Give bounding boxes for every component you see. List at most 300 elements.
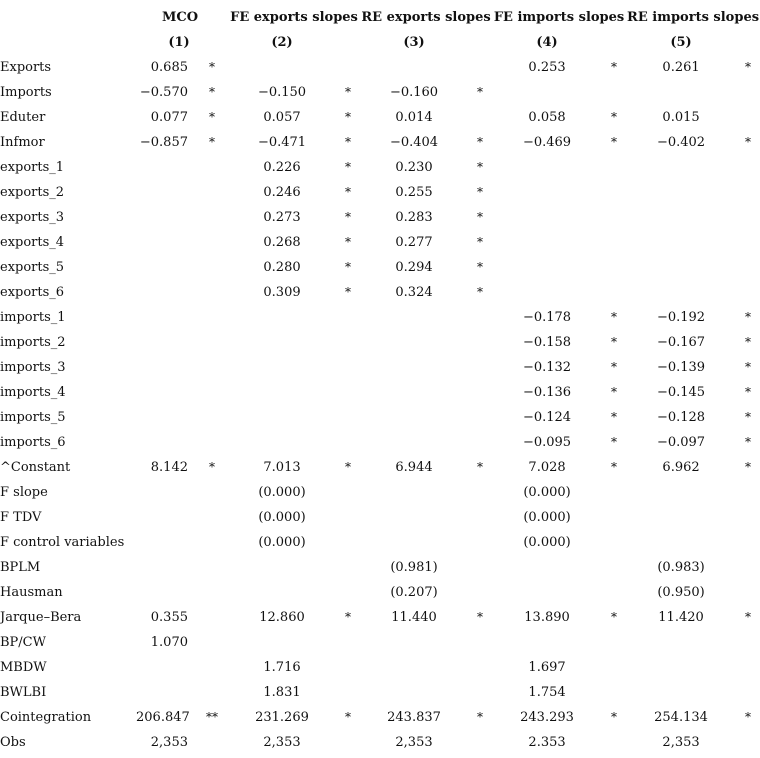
cell-value: 1.070 (150, 635, 188, 650)
cell-value: 0.283 (395, 210, 433, 225)
cell-value: 0.077 (150, 110, 188, 125)
cell-value (626, 255, 736, 280)
significance-mark (736, 730, 760, 755)
cell-value (626, 655, 736, 680)
cell-value (136, 430, 196, 455)
table-row (0, 505, 760, 530)
significance-mark (736, 105, 760, 130)
cell-value: (0.950) (657, 585, 705, 600)
cell-value (492, 255, 602, 280)
significance-mark: * (477, 710, 484, 724)
cell-value: −0.136 (522, 385, 572, 400)
significance-mark (196, 530, 228, 555)
cell-value: 1.831 (263, 685, 301, 700)
table-row (0, 680, 760, 705)
cell-value (136, 280, 196, 305)
col-title-4: FE imports slopes (493, 10, 625, 25)
row-label: exports_5 (0, 260, 65, 275)
cell-value (626, 530, 736, 555)
cell-value (360, 380, 468, 405)
header-corner-2 (0, 30, 136, 55)
significance-mark (468, 555, 492, 580)
row-label: Hausman (0, 585, 63, 600)
significance-mark: * (345, 460, 351, 474)
cell-value (360, 430, 468, 455)
cell-value: 1.697 (528, 660, 566, 675)
cell-value: 0.309 (263, 285, 301, 300)
significance-mark (602, 580, 626, 605)
cell-value (492, 280, 602, 305)
cell-value (136, 655, 196, 680)
significance-mark: * (611, 110, 618, 124)
significance-mark (468, 55, 492, 80)
significance-mark: * (745, 435, 752, 449)
significance-mark (336, 380, 360, 405)
cell-value (228, 305, 336, 330)
significance-mark: * (209, 110, 215, 124)
cell-value (492, 80, 602, 105)
significance-mark (602, 530, 626, 555)
cell-value (626, 230, 736, 255)
significance-mark (736, 255, 760, 280)
cell-value: 0.226 (263, 160, 301, 175)
cell-value: 0.294 (395, 260, 433, 275)
table-row (0, 80, 760, 105)
cell-value (136, 530, 196, 555)
row-label: BP/CW (0, 635, 46, 650)
significance-mark: * (345, 160, 351, 174)
cell-value: 0.014 (395, 110, 433, 125)
cell-value: (0.000) (258, 485, 306, 500)
significance-mark (336, 630, 360, 655)
cell-value (136, 180, 196, 205)
row-label: exports_1 (0, 160, 65, 175)
significance-mark (602, 555, 626, 580)
significance-mark: * (745, 360, 752, 374)
cell-value (626, 680, 736, 705)
cell-value: −0.402 (656, 135, 706, 150)
table-row (0, 130, 760, 155)
cell-value: 7.028 (528, 460, 566, 475)
cell-value: 254.134 (654, 710, 708, 725)
significance-mark (196, 355, 228, 380)
significance-mark: * (345, 85, 351, 99)
significance-mark (336, 680, 360, 705)
significance-mark (468, 305, 492, 330)
significance-mark (336, 405, 360, 430)
cell-value: −0.095 (522, 435, 572, 450)
cell-value: 8.142 (150, 460, 188, 475)
cell-value (360, 55, 468, 80)
significance-mark: * (209, 460, 215, 474)
cell-value (626, 505, 736, 530)
significance-mark (602, 230, 626, 255)
significance-mark (196, 380, 228, 405)
cell-value (360, 505, 468, 530)
cell-value (228, 580, 336, 605)
significance-mark (336, 555, 360, 580)
cell-value: 0.015 (662, 110, 700, 125)
significance-mark: * (611, 360, 618, 374)
significance-mark (602, 180, 626, 205)
cell-value (492, 555, 602, 580)
significance-mark: * (611, 710, 618, 724)
table-row (0, 655, 760, 680)
significance-mark (736, 530, 760, 555)
significance-mark (602, 280, 626, 305)
cell-value: (0.000) (258, 535, 306, 550)
cell-value: (0.000) (523, 535, 571, 550)
row-label: Infmor (0, 135, 45, 150)
row-label: Cointegration (0, 710, 92, 725)
significance-mark: * (611, 410, 618, 424)
cell-value: 2,353 (150, 735, 188, 750)
significance-mark (602, 630, 626, 655)
row-label: imports_2 (0, 335, 66, 350)
significance-mark (468, 680, 492, 705)
significance-mark (196, 555, 228, 580)
significance-mark (602, 680, 626, 705)
cell-value: −0.857 (139, 135, 188, 150)
cell-value: 0.277 (395, 235, 433, 250)
cell-value: −0.178 (522, 310, 572, 325)
table-row (0, 380, 760, 405)
significance-mark (736, 505, 760, 530)
significance-mark (602, 505, 626, 530)
cell-value: (0.000) (258, 510, 306, 525)
col-num-3: (3) (403, 35, 425, 50)
significance-mark (468, 105, 492, 130)
significance-mark (336, 480, 360, 505)
table-row (0, 105, 760, 130)
table-row (0, 155, 760, 180)
cell-value (626, 630, 736, 655)
significance-mark: * (745, 310, 752, 324)
cell-value: 0.280 (263, 260, 301, 275)
table-row (0, 605, 760, 630)
col-title-2: FE exports slopes (230, 10, 358, 25)
cell-value (136, 505, 196, 530)
table-row (0, 230, 760, 255)
significance-mark: * (345, 135, 351, 149)
significance-mark (736, 655, 760, 680)
significance-mark: * (611, 60, 618, 74)
significance-mark: * (745, 60, 752, 74)
cell-value (360, 330, 468, 355)
cell-value (626, 155, 736, 180)
cell-value (360, 630, 468, 655)
significance-mark: * (745, 710, 752, 724)
cell-value (136, 355, 196, 380)
significance-mark (196, 205, 228, 230)
col-num-4: (4) (536, 35, 558, 50)
cell-value (136, 155, 196, 180)
significance-mark (196, 230, 228, 255)
table-row (0, 180, 760, 205)
col-num-2: (2) (271, 35, 293, 50)
row-label: BWLBI (0, 685, 47, 700)
significance-mark (336, 530, 360, 555)
col-title-3: RE exports slopes (361, 10, 491, 25)
significance-mark (336, 580, 360, 605)
significance-mark: * (477, 260, 484, 274)
cell-value (492, 180, 602, 205)
significance-mark: * (745, 610, 752, 624)
significance-mark (602, 255, 626, 280)
significance-mark (196, 405, 228, 430)
significance-mark: * (209, 135, 215, 149)
significance-mark (336, 505, 360, 530)
cell-value (228, 430, 336, 455)
significance-mark (336, 730, 360, 755)
table-row (0, 455, 760, 480)
significance-mark: * (345, 110, 351, 124)
cell-value: (0.981) (390, 560, 438, 575)
significance-mark (196, 180, 228, 205)
significance-mark (196, 730, 228, 755)
table-row (0, 355, 760, 380)
cell-value (360, 480, 468, 505)
significance-mark (196, 430, 228, 455)
significance-mark: * (745, 410, 752, 424)
row-label: imports_5 (0, 410, 66, 425)
cell-value (626, 280, 736, 305)
cell-value: −0.145 (656, 385, 706, 400)
significance-mark: * (745, 385, 752, 399)
significance-mark (336, 55, 360, 80)
significance-mark: * (345, 235, 351, 249)
table-row (0, 280, 760, 305)
row-label: exports_2 (0, 185, 65, 200)
cell-value (360, 305, 468, 330)
significance-mark (196, 580, 228, 605)
table-row (0, 430, 760, 455)
significance-mark (196, 305, 228, 330)
cell-value (228, 55, 336, 80)
significance-mark (468, 405, 492, 430)
cell-value (228, 405, 336, 430)
significance-mark (468, 355, 492, 380)
cell-value: 0.246 (263, 185, 301, 200)
significance-mark (336, 430, 360, 455)
cell-value: 0.058 (528, 110, 566, 125)
row-label: Eduter (0, 110, 46, 125)
significance-mark: * (477, 210, 484, 224)
cell-value: −0.404 (389, 135, 439, 150)
row-label: ^Constant (0, 460, 71, 475)
significance-mark: * (611, 460, 618, 474)
cell-value: 7.013 (263, 460, 301, 475)
significance-mark: * (477, 160, 484, 174)
significance-mark: * (477, 460, 484, 474)
significance-mark (736, 480, 760, 505)
cell-value (136, 480, 196, 505)
cell-value (626, 480, 736, 505)
significance-mark: * (477, 610, 484, 624)
significance-mark: * (345, 185, 351, 199)
cell-value (136, 580, 196, 605)
cell-value (228, 355, 336, 380)
cell-value: 1.716 (263, 660, 301, 675)
cell-value (136, 230, 196, 255)
significance-mark (468, 630, 492, 655)
significance-mark: * (611, 610, 618, 624)
cell-value: 0.255 (395, 185, 433, 200)
significance-mark: * (611, 335, 618, 349)
significance-mark (468, 530, 492, 555)
cell-value: (0.207) (390, 585, 438, 600)
table-row (0, 205, 760, 230)
cell-value: −0.139 (656, 360, 706, 375)
cell-value: 13.890 (524, 610, 570, 625)
significance-mark: * (611, 310, 618, 324)
cell-value: (0.000) (523, 485, 571, 500)
cell-value: −0.132 (522, 360, 572, 375)
significance-mark (336, 305, 360, 330)
significance-mark: * (477, 285, 484, 299)
row-label: imports_3 (0, 360, 66, 375)
cell-value (626, 180, 736, 205)
cell-value: −0.150 (257, 85, 307, 100)
cell-value: 0.057 (263, 110, 301, 125)
cell-value: 0.230 (395, 160, 433, 175)
significance-mark (196, 605, 228, 630)
cell-value (136, 205, 196, 230)
significance-mark (736, 205, 760, 230)
cell-value: 11.440 (391, 610, 437, 625)
cell-value: −0.471 (257, 135, 307, 150)
significance-mark (602, 730, 626, 755)
significance-mark (468, 505, 492, 530)
significance-mark (736, 680, 760, 705)
significance-mark (196, 280, 228, 305)
significance-mark: * (345, 610, 351, 624)
table-row (0, 630, 760, 655)
significance-mark: ** (206, 710, 218, 724)
cell-value: 0.273 (263, 210, 301, 225)
significance-mark (196, 505, 228, 530)
cell-value: 0.355 (150, 610, 188, 625)
significance-mark (196, 480, 228, 505)
cell-value: 0.268 (263, 235, 301, 250)
significance-mark: * (477, 135, 484, 149)
cell-value (492, 205, 602, 230)
row-label: Exports (0, 60, 52, 75)
row-label: Obs (0, 735, 26, 750)
significance-mark (602, 155, 626, 180)
cell-value: 2.353 (528, 735, 566, 750)
table-row (0, 530, 760, 555)
significance-mark (468, 655, 492, 680)
cell-value (360, 530, 468, 555)
significance-mark: * (477, 85, 484, 99)
significance-mark (736, 180, 760, 205)
table-row (0, 705, 760, 730)
significance-mark: * (745, 135, 752, 149)
row-label: imports_6 (0, 435, 66, 450)
significance-mark: * (345, 210, 351, 224)
cell-value (626, 80, 736, 105)
table-row (0, 480, 760, 505)
significance-mark (736, 555, 760, 580)
col-title-1: MCO (162, 10, 199, 25)
row-label: MBDW (0, 660, 47, 675)
cell-value (136, 405, 196, 430)
significance-mark (602, 480, 626, 505)
cell-value: −0.469 (522, 135, 572, 150)
significance-mark: * (345, 260, 351, 274)
row-label: exports_3 (0, 210, 65, 225)
cell-value: −0.097 (656, 435, 706, 450)
cell-value: 243.837 (387, 710, 441, 725)
significance-mark (468, 430, 492, 455)
cell-value: 11.420 (658, 610, 704, 625)
significance-mark (336, 655, 360, 680)
row-label: BPLM (0, 560, 41, 575)
header-corner (0, 5, 136, 30)
row-label: imports_1 (0, 310, 66, 325)
cell-value: 243.293 (520, 710, 574, 725)
cell-value (136, 255, 196, 280)
cell-value (360, 680, 468, 705)
significance-mark (736, 155, 760, 180)
significance-mark (468, 480, 492, 505)
significance-mark (468, 730, 492, 755)
significance-mark (468, 330, 492, 355)
table-row (0, 55, 760, 80)
cell-value: −0.124 (522, 410, 572, 425)
cell-value (492, 630, 602, 655)
significance-mark (336, 355, 360, 380)
cell-value: 2,353 (395, 735, 433, 750)
significance-mark (468, 380, 492, 405)
significance-mark (602, 655, 626, 680)
cell-value (228, 555, 336, 580)
significance-mark: * (611, 385, 618, 399)
cell-value: 12.860 (259, 610, 305, 625)
significance-mark (336, 330, 360, 355)
cell-value: −0.160 (389, 85, 439, 100)
cell-value (136, 330, 196, 355)
significance-mark (736, 230, 760, 255)
significance-mark: * (209, 85, 215, 99)
cell-value (360, 655, 468, 680)
cell-value: 1.754 (528, 685, 566, 700)
cell-value: (0.000) (523, 510, 571, 525)
row-label: Jarque–Bera (0, 610, 82, 625)
table-row (0, 330, 760, 355)
significance-mark: * (611, 135, 618, 149)
table-body (0, 5, 760, 755)
cell-value: 0.324 (395, 285, 433, 300)
header-numbers-row (0, 30, 760, 55)
cell-value (228, 630, 336, 655)
cell-value: −0.192 (656, 310, 706, 325)
cell-value: 0.261 (662, 60, 700, 75)
cell-value (136, 555, 196, 580)
table-row (0, 730, 760, 755)
significance-mark: * (477, 185, 484, 199)
significance-mark (196, 680, 228, 705)
significance-mark (736, 630, 760, 655)
cell-value: 6.944 (395, 460, 433, 475)
row-label: imports_4 (0, 385, 66, 400)
cell-value (492, 580, 602, 605)
col-num-5: (5) (670, 35, 692, 50)
row-label: F slope (0, 485, 48, 500)
significance-mark: * (745, 335, 752, 349)
cell-value: 231.269 (255, 710, 309, 725)
